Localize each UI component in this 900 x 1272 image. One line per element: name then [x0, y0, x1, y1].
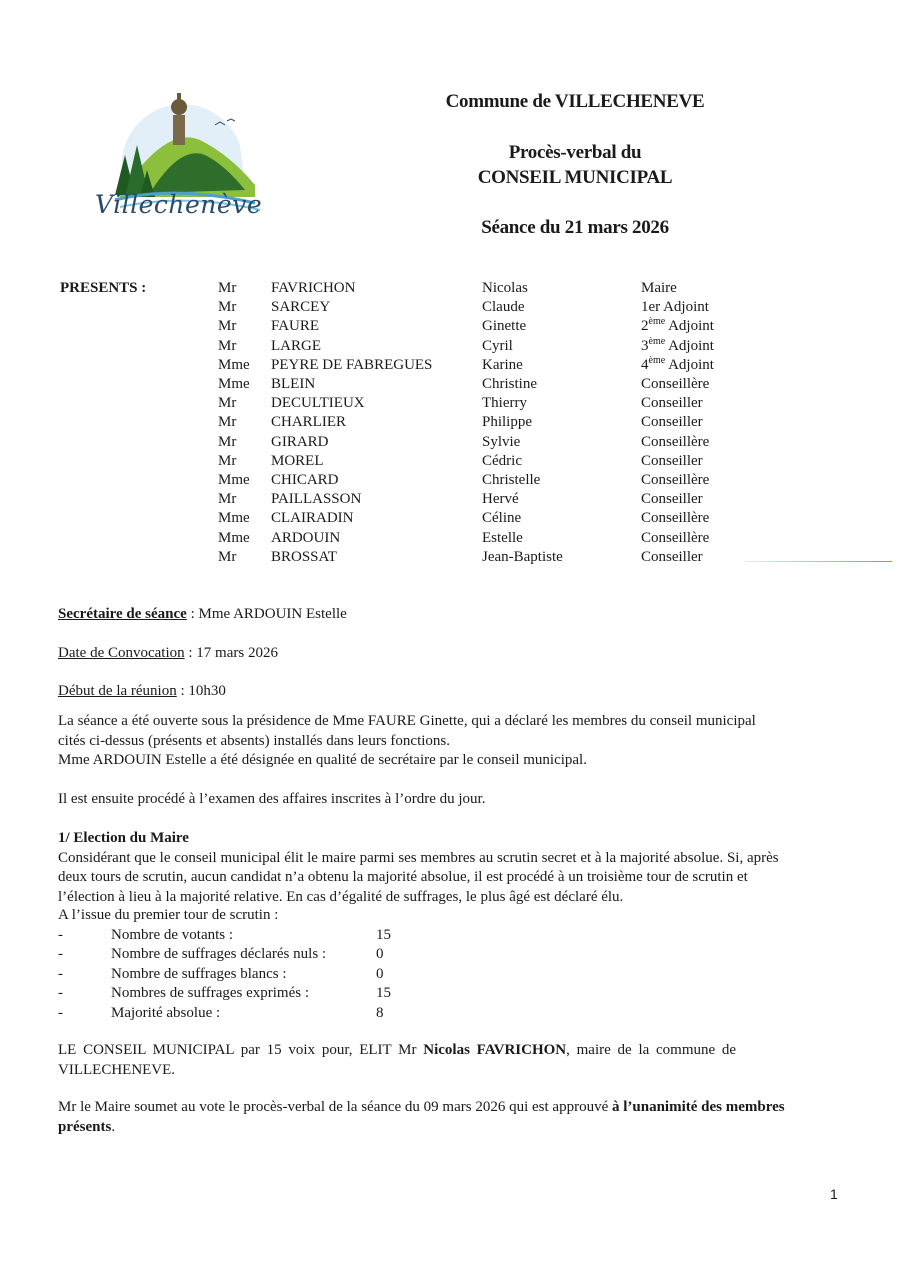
member-row	[0, 375, 900, 394]
member-function: Conseillère	[641, 529, 710, 546]
member-function: Conseiller	[641, 548, 703, 565]
member-function: Conseiller	[641, 491, 703, 508]
member-row	[0, 317, 900, 336]
function-rank: 3	[641, 337, 649, 354]
elected-mayor-name: Nicolas FAVRICHON	[423, 1042, 567, 1058]
convocation-line	[58, 644, 840, 664]
secretaire-label: Secrétaire de séance	[58, 606, 187, 622]
member-civility: Mr	[218, 491, 237, 508]
vote-bullet: -	[58, 926, 63, 943]
election-result-line-2: VILLECHENEVE.	[58, 1061, 176, 1078]
member-function: Conseiller	[641, 395, 703, 412]
approval-unanimity: à l’unanimité des membres	[611, 1099, 785, 1115]
presents-table	[0, 279, 900, 574]
member-function: Conseillère	[641, 376, 710, 392]
logo-text: Villechenève	[95, 190, 263, 219]
secretaire-line	[58, 605, 840, 625]
election-para-line-4: A l’issue du premier tour de scrutin :	[58, 907, 279, 923]
member-lastname: SARCEY	[271, 299, 331, 316]
member-civility: Mme	[218, 510, 250, 527]
approval-text-a: Mr le Maire soumet au vote le procès-verbal de la séance du 09 mars 2026 qui est approuvé	[58, 1099, 612, 1115]
approval-period: .	[111, 1118, 116, 1135]
member-row	[0, 413, 900, 432]
member-lastname: ARDOUIN	[271, 529, 341, 546]
vote-bullet: -	[58, 1004, 63, 1021]
member-function: Conseillère	[641, 472, 710, 488]
member-firstname: Karine	[482, 356, 523, 373]
approval-line-2	[58, 1118, 840, 1138]
convocation-label: Date de Convocation	[58, 645, 185, 661]
intro-line-4: Il est ensuite procédé à l’examen des affaires inscrites à l’ordre du jour.	[58, 791, 486, 807]
member-row	[0, 548, 900, 567]
vote-bullet: -	[58, 985, 63, 1001]
member-civility: Mme	[218, 529, 250, 546]
function-rank-suffix: ème	[648, 316, 666, 328]
intro-line-1: La séance a été ouverte sous la présidence de Mme FAURE Ginette, qui a déclaré les membres du conseil municipal	[58, 713, 756, 729]
function-rank: 4	[641, 356, 649, 373]
vote-value: 0	[376, 946, 384, 962]
function-title: Adjoint	[665, 356, 714, 373]
member-firstname: Ginette	[482, 318, 527, 335]
member-civility: Mr	[218, 452, 237, 469]
member-lastname: FAVRICHON	[271, 280, 356, 296]
member-row	[0, 509, 900, 528]
member-function: Conseillère	[641, 433, 710, 450]
member-lastname: CHARLIER	[271, 414, 346, 431]
member-row	[0, 529, 900, 548]
vote-row	[58, 945, 458, 965]
member-firstname: Philippe	[482, 414, 533, 431]
vote-row	[58, 926, 458, 946]
result-text-b: , maire de la commune de	[566, 1042, 737, 1058]
member-lastname: DECULTIEUX	[271, 395, 365, 412]
function-rank-suffix: ème	[648, 335, 666, 347]
member-civility: Mr	[218, 318, 237, 335]
member-row	[0, 452, 900, 471]
page-number: 1	[830, 1186, 838, 1202]
member-function	[641, 337, 714, 356]
title-line-1: Procès-verbal du	[508, 142, 642, 163]
approval-line-1	[58, 1098, 840, 1118]
member-lastname: FAURE	[271, 318, 320, 335]
member-lastname: PEYRE DE FABREGUES	[271, 356, 433, 373]
member-civility: Mr	[218, 395, 237, 412]
title-line-2: CONSEIL MUNICIPAL	[477, 167, 673, 188]
function-rank-suffix: ème	[648, 354, 666, 366]
member-civility: Mr	[218, 414, 237, 431]
member-function	[641, 317, 714, 336]
intro-line-3: Mme ARDOUIN Estelle a été désignée en qualité de secrétaire par le conseil municipal.	[58, 752, 587, 768]
vote-row	[58, 1004, 458, 1024]
vote-value: 15	[376, 926, 391, 943]
member-row	[0, 356, 900, 375]
decorative-line	[745, 561, 892, 562]
debut-label: Début de la réunion	[58, 683, 177, 699]
function-rank: 2	[641, 318, 649, 335]
result-text-a: LE CONSEIL MUNICIPAL par 15 voix pour, ELIT Mr	[58, 1042, 424, 1058]
member-firstname: Jean-Baptiste	[482, 548, 563, 565]
member-function: Conseillère	[641, 510, 710, 527]
member-row	[0, 490, 900, 509]
member-lastname: MOREL	[271, 452, 324, 469]
convocation-value: : 17 mars 2026	[184, 645, 278, 661]
vote-bullet: -	[58, 965, 63, 982]
vote-label: Majorité absolue :	[111, 1004, 221, 1021]
member-firstname: Christine	[482, 376, 537, 392]
member-firstname: Claude	[482, 299, 525, 316]
member-function: Conseiller	[641, 452, 703, 469]
commune-title: Commune de VILLECHENEVE	[445, 91, 705, 112]
vote-value: 15	[376, 985, 391, 1001]
member-row	[0, 279, 900, 298]
vote-label: Nombre de suffrages blancs :	[111, 965, 287, 982]
member-civility: Mr	[218, 548, 237, 565]
member-lastname: BLEIN	[271, 376, 316, 392]
member-function: Conseiller	[641, 414, 703, 431]
member-function	[641, 356, 714, 375]
member-civility: Mr	[218, 337, 237, 354]
member-firstname: Cyril	[482, 337, 513, 354]
function-title: Adjoint	[665, 337, 714, 354]
member-civility: Mme	[218, 356, 250, 373]
member-firstname: Christelle	[482, 472, 541, 488]
member-firstname: Sylvie	[482, 433, 521, 450]
election-para-line-1: Considérant que le conseil municipal élit le maire parmi ses membres au scrutin secret et à la majorité absolue. Si, après	[58, 849, 779, 866]
member-lastname: CHICARD	[271, 472, 339, 488]
secretaire-value: : Mme ARDOUIN Estelle	[186, 606, 347, 622]
election-para-line-2: deux tours de scrutin, aucun candidat n’a obtenu la majorité absolue, il est procédé à un troisième tour de scrutin et	[58, 869, 748, 885]
vote-label: Nombre de votants :	[111, 926, 234, 943]
member-lastname: PAILLASSON	[271, 491, 362, 508]
member-function: 1er Adjoint	[641, 299, 709, 316]
member-firstname: Thierry	[482, 395, 527, 412]
member-row	[0, 394, 900, 413]
member-lastname: BROSSAT	[271, 548, 337, 565]
vote-label: Nombre de suffrages déclarés nuls :	[111, 946, 327, 962]
member-firstname: Cédric	[482, 452, 522, 469]
member-row	[0, 433, 900, 452]
member-row	[0, 471, 900, 490]
vote-row	[58, 965, 458, 985]
member-lastname: CLAIRADIN	[271, 510, 354, 527]
member-function: Maire	[641, 280, 677, 296]
member-row	[0, 298, 900, 317]
debut-value: : 10h30	[176, 683, 226, 699]
member-firstname: Nicolas	[482, 280, 528, 296]
member-lastname: LARGE	[271, 337, 321, 354]
vote-bullet: -	[58, 946, 63, 962]
approval-presents: présents	[58, 1118, 112, 1135]
member-firstname: Céline	[482, 510, 522, 527]
member-civility: Mr	[218, 433, 237, 450]
member-lastname: GIRARD	[271, 433, 329, 450]
vote-label: Nombres de suffrages exprimés :	[111, 985, 310, 1001]
election-result-line-1	[58, 1041, 840, 1061]
seance-date: Séance du 21 mars 2026	[481, 217, 669, 238]
member-firstname: Estelle	[482, 529, 523, 546]
member-civility: Mr	[218, 299, 237, 316]
member-row	[0, 337, 900, 356]
vote-row	[58, 984, 458, 1004]
debut-line	[58, 682, 840, 702]
member-firstname: Hervé	[482, 491, 519, 508]
vote-value: 8	[376, 1004, 384, 1021]
election-para-line-3: l’élection à lieu à la majorité relative. En cas d’égalité de suffrages, le plus âgé est déclaré élu.	[58, 888, 624, 905]
member-civility: Mr	[218, 280, 237, 296]
presents-label: PRESENTS :	[60, 280, 147, 296]
member-civility: Mme	[218, 472, 250, 488]
election-heading: 1/ Election du Maire	[58, 830, 189, 846]
vote-value: 0	[376, 965, 384, 982]
intro-line-2: cités ci-dessus (présents et absents) installés dans leurs fonctions.	[58, 732, 450, 749]
function-title: Adjoint	[665, 318, 714, 335]
member-civility: Mme	[218, 376, 250, 392]
